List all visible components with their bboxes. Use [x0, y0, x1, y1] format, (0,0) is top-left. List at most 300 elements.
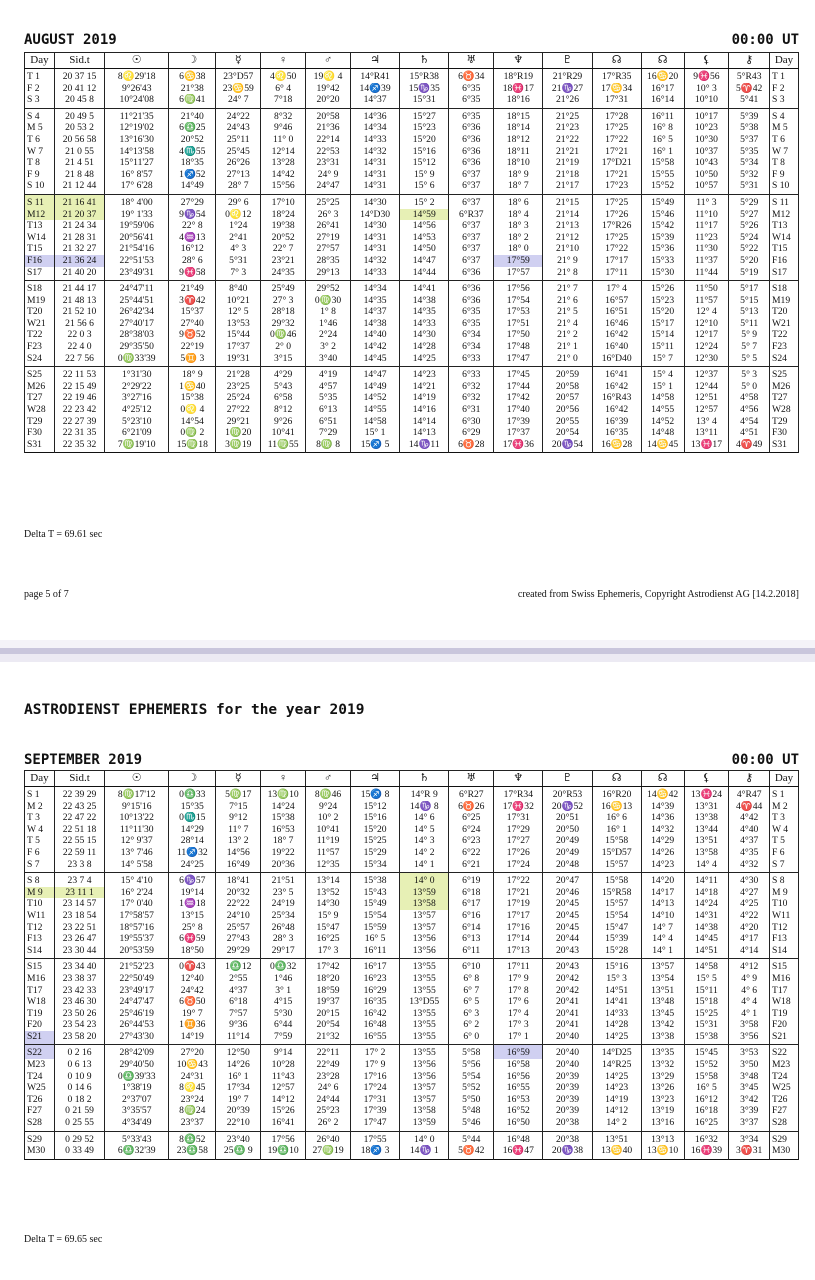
cell-sun: 6°21'09	[105, 427, 169, 439]
cell-day: S29	[25, 1131, 55, 1145]
cell-day-right: T26	[770, 1094, 799, 1106]
cell-mars: 26°40	[306, 1131, 351, 1145]
cell-day-right: W14	[770, 232, 799, 244]
cell-day-right: T12	[770, 922, 799, 934]
cell-pluto: 20°40	[543, 1031, 592, 1045]
cell-true-node: 14°13	[641, 898, 684, 910]
cell-mercury: 29° 6	[216, 194, 261, 208]
cell-chiron: 5°24	[729, 232, 770, 244]
cell-venus: 6° 4	[261, 83, 306, 95]
cell-mars: 28°35	[306, 255, 351, 267]
cell-pluto: 20°39	[543, 1105, 592, 1117]
cell-mercury: 25°24	[216, 392, 261, 404]
cell-neptune: 17° 4	[494, 1008, 543, 1020]
cell-saturn: 13°55	[400, 1045, 449, 1059]
cell-sun: 28°42'09	[105, 1045, 169, 1059]
cell-day: M16	[25, 973, 55, 985]
cell-mercury: 29°21	[216, 416, 261, 428]
week-group	[25, 69, 799, 109]
cell-sun: 26°44'53	[105, 1019, 169, 1031]
cell-mercury: 1°24	[216, 220, 261, 232]
cell-lilith: 11°17	[684, 220, 729, 232]
cell-day: F30	[25, 427, 55, 439]
cell-lilith: 10°57	[684, 180, 729, 194]
cell-mercury: 16° 1	[216, 1071, 261, 1083]
cell-jupiter: 14°30	[351, 220, 400, 232]
cell-true-node: 15°33	[641, 255, 684, 267]
cell-sidereal-time: 21 20 37	[54, 209, 104, 221]
cell-uranus: 5°50	[449, 1094, 494, 1106]
table-row	[25, 367, 799, 381]
cell-true-node: 14°10	[641, 910, 684, 922]
cell-mean-node: 16°R20	[592, 787, 641, 801]
cell-day: T27	[25, 392, 55, 404]
cell-day-right: S 8	[770, 873, 799, 887]
cell-day-right: T24	[770, 1071, 799, 1083]
cell-sidereal-time: 22 43 25	[54, 801, 104, 813]
cell-jupiter: 16°35	[351, 996, 400, 1008]
cell-day-right: M 5	[770, 122, 799, 134]
cell-mean-node: 17° 4	[592, 281, 641, 295]
cell-mercury: 25°45	[216, 146, 261, 158]
cell-moon: 6♑57	[169, 873, 216, 887]
table-row	[25, 122, 799, 134]
cell-uranus: 5°44	[449, 1131, 494, 1145]
cell-jupiter: 17° 9	[351, 1059, 400, 1071]
cell-uranus: 6° 0	[449, 1031, 494, 1045]
cell-mean-node: 16♋28	[592, 439, 641, 453]
cell-sun: 0♍33'39	[105, 353, 169, 367]
cell-venus: 16°53	[261, 824, 306, 836]
cell-lilith: 12°24	[684, 341, 729, 353]
cell-jupiter: 14°37	[351, 306, 400, 318]
column-header-neptune: ♆	[494, 53, 543, 69]
cell-sun: 11°21'35	[105, 108, 169, 122]
cell-true-node: 16° 5	[641, 134, 684, 146]
cell-saturn: 14° 3	[400, 835, 449, 847]
week-group	[25, 873, 799, 959]
cell-true-node: 15° 1	[641, 381, 684, 393]
cell-jupiter: 14°34	[351, 122, 400, 134]
cell-mercury: 28° 7	[216, 180, 261, 194]
cell-lilith: 13°51	[684, 835, 729, 847]
cell-lilith: 10°23	[684, 122, 729, 134]
cell-neptune: 17°40	[494, 404, 543, 416]
cell-chiron: 4°27	[729, 887, 770, 899]
cell-moon: 8♍24	[169, 1105, 216, 1117]
cell-true-node: 14°26	[641, 847, 684, 859]
cell-chiron: 3°58	[729, 1019, 770, 1031]
cell-pluto: 20°59	[543, 367, 592, 381]
cell-jupiter: 16°48	[351, 1019, 400, 1031]
cell-mean-node: 17°21	[592, 169, 641, 181]
cell-lilith: 15°45	[684, 1045, 729, 1059]
cell-moon: 9♉52	[169, 329, 216, 341]
cell-true-node: 15°52	[641, 180, 684, 194]
cell-sidereal-time: 23 34 40	[54, 959, 104, 973]
cell-lilith: 12°57	[684, 404, 729, 416]
cell-mean-node: 17°25	[592, 122, 641, 134]
cell-true-node: 13°23	[641, 1094, 684, 1106]
cell-mercury: 3♍19	[216, 439, 261, 453]
cell-jupiter: 15°16	[351, 812, 400, 824]
cell-moon: 18°50	[169, 945, 216, 959]
cell-chiron: 5°35	[729, 146, 770, 158]
cell-neptune: 17°26	[494, 847, 543, 859]
table-row	[25, 381, 799, 393]
cell-true-node: 14°23	[641, 859, 684, 873]
cell-mean-node: 15°58	[592, 873, 641, 887]
table-row	[25, 353, 799, 367]
cell-day-right: T29	[770, 416, 799, 428]
cell-day-right: W21	[770, 318, 799, 330]
cell-lilith: 10°50	[684, 169, 729, 181]
cell-moon: 13°15	[169, 910, 216, 922]
cell-day: S 1	[25, 787, 55, 801]
cell-saturn: 14°25	[400, 353, 449, 367]
cell-sidereal-time: 22 23 42	[54, 404, 104, 416]
cell-neptune: 18°14	[494, 122, 543, 134]
cell-mean-node: 17°26	[592, 209, 641, 221]
cell-mean-node: 14°23	[592, 1082, 641, 1094]
cell-sun: 9°26'43	[105, 83, 169, 95]
cell-neptune: 17°16	[494, 922, 543, 934]
cell-chiron: 5° 9	[729, 329, 770, 341]
cell-sidereal-time: 21 24 34	[54, 220, 104, 232]
cell-pluto: 21° 4	[543, 318, 592, 330]
cell-chiron: 5°39	[729, 108, 770, 122]
cell-lilith: 15°11	[684, 985, 729, 997]
cell-mean-node: 16°42	[592, 329, 641, 341]
cell-uranus: 6°22	[449, 847, 494, 859]
cell-jupiter: 16°42	[351, 1008, 400, 1020]
cell-mars: 23°31	[306, 157, 351, 169]
cell-lilith: 12°51	[684, 392, 729, 404]
cell-sun: 11°11'30	[105, 824, 169, 836]
cell-pluto: 20♑54	[543, 439, 592, 453]
cell-day-right: S28	[770, 1117, 799, 1131]
cell-sun: 9°15'16	[105, 801, 169, 813]
cell-true-node: 14♋45	[641, 439, 684, 453]
cell-venus: 2° 0	[261, 341, 306, 353]
cell-sidereal-time: 21 32 27	[54, 243, 104, 255]
cell-jupiter: 17°39	[351, 1105, 400, 1117]
table-row	[25, 1145, 799, 1159]
cell-uranus: 6°32	[449, 392, 494, 404]
table-row	[25, 243, 799, 255]
cell-venus: 10°28	[261, 1059, 306, 1071]
cell-chiron: 4°17	[729, 933, 770, 945]
cell-day: T12	[25, 922, 55, 934]
cell-sun: 27°43'30	[105, 1031, 169, 1045]
cell-day: W11	[25, 910, 55, 922]
column-header-true-node: ☊	[641, 53, 684, 69]
cell-mean-node: 14°51	[592, 985, 641, 997]
cell-uranus: 6♉26	[449, 801, 494, 813]
cell-day-right: W 4	[770, 824, 799, 836]
cell-day-right: S 11	[770, 194, 799, 208]
cell-jupiter: 17°24	[351, 1082, 400, 1094]
table-row	[25, 255, 799, 267]
cell-day: W14	[25, 232, 55, 244]
table-row	[25, 1094, 799, 1106]
cell-day: W25	[25, 1082, 55, 1094]
cell-venus: 15°26	[261, 1105, 306, 1117]
cell-venus: 13°28	[261, 157, 306, 169]
cell-lilith: 12°17	[684, 329, 729, 341]
cell-day-right: T20	[770, 306, 799, 318]
cell-sidereal-time: 21 0 55	[54, 146, 104, 158]
table-row	[25, 295, 799, 307]
cell-day: T 8	[25, 157, 55, 169]
cell-venus: 17°56	[261, 1131, 306, 1145]
cell-mercury: 24°22	[216, 108, 261, 122]
cell-neptune: 17° 9	[494, 973, 543, 985]
cell-chiron: 3°42	[729, 1094, 770, 1106]
cell-uranus: 6°16	[449, 910, 494, 922]
cell-sun: 13° 7'46	[105, 847, 169, 859]
cell-true-node: 14♋42	[641, 787, 684, 801]
cell-mean-node: 17°R35	[592, 69, 641, 83]
cell-mercury: 15°44	[216, 329, 261, 341]
cell-saturn: 13°56	[400, 933, 449, 945]
cell-day: T 3	[25, 812, 55, 824]
column-header-chiron: ⚷	[729, 53, 770, 69]
cell-mean-node: 15°57	[592, 859, 641, 873]
cell-day-right: T15	[770, 243, 799, 255]
cell-lilith: 11°10	[684, 209, 729, 221]
cell-moon: 24°25	[169, 859, 216, 873]
cell-chiron: 4°30	[729, 873, 770, 887]
cell-day-right: S22	[770, 1045, 799, 1059]
cell-mean-node: 16°39	[592, 416, 641, 428]
cell-saturn: 14°R 9	[400, 787, 449, 801]
cell-sidereal-time: 20 37 15	[54, 69, 104, 83]
cell-chiron: 5°38	[729, 122, 770, 134]
cell-sidereal-time: 23 38 37	[54, 973, 104, 985]
cell-jupiter: 15°34	[351, 859, 400, 873]
cell-chiron: 4° 6	[729, 985, 770, 997]
cell-sun: 21°54'16	[105, 243, 169, 255]
cell-sun: 15°11'27	[105, 157, 169, 169]
cell-neptune: 18°R19	[494, 69, 543, 83]
cell-chiron: 4°56	[729, 404, 770, 416]
cell-sidereal-time: 23 50 26	[54, 1008, 104, 1020]
cell-sun: 3°27'16	[105, 392, 169, 404]
cell-sidereal-time: 23 22 51	[54, 922, 104, 934]
cell-neptune: 16°53	[494, 1094, 543, 1106]
cell-uranus: 6°37	[449, 220, 494, 232]
cell-saturn: 13°D55	[400, 996, 449, 1008]
cell-neptune: 16°48	[494, 1131, 543, 1145]
cell-sidereal-time: 22 11 53	[54, 367, 104, 381]
cell-mean-node: 16°51	[592, 306, 641, 318]
cell-moon: 24°31	[169, 1071, 216, 1083]
cell-saturn: 14°44	[400, 267, 449, 281]
week-group	[25, 787, 799, 873]
cell-sidereal-time: 23 30 44	[54, 945, 104, 959]
cell-day: T 5	[25, 835, 55, 847]
cell-day: M19	[25, 295, 55, 307]
cell-venus: 4°15	[261, 996, 306, 1008]
month-header-august	[24, 32, 799, 48]
cell-sidereal-time: 0 25 55	[54, 1117, 104, 1131]
cell-mars: 20°20	[306, 94, 351, 108]
cell-mean-node: 16°42	[592, 381, 641, 393]
cell-pluto: 21°19	[543, 157, 592, 169]
cell-day-right: F 9	[770, 169, 799, 181]
cell-day-right: S 4	[770, 108, 799, 122]
cell-lilith: 13°58	[684, 847, 729, 859]
cell-sidereal-time: 21 4 51	[54, 157, 104, 169]
column-header-sidereal-time: Sid.t	[54, 771, 104, 787]
cell-uranus: 6°14	[449, 922, 494, 934]
cell-venus: 19°38	[261, 220, 306, 232]
cell-sun: 27°40'17	[105, 318, 169, 330]
cell-day-right: F16	[770, 255, 799, 267]
cell-sidereal-time: 23 7 4	[54, 873, 104, 887]
cell-true-node: 14°20	[641, 873, 684, 887]
cell-true-node: 15°58	[641, 157, 684, 169]
cell-true-node: 15°39	[641, 232, 684, 244]
cell-saturn: 13°55	[400, 985, 449, 997]
cell-uranus: 6°36	[449, 134, 494, 146]
cell-mercury: 27°13	[216, 169, 261, 181]
cell-day: T13	[25, 220, 55, 232]
cell-day: T20	[25, 306, 55, 318]
cell-mean-node: 17♋34	[592, 83, 641, 95]
cell-day-right: T17	[770, 985, 799, 997]
cell-jupiter: 17°47	[351, 1117, 400, 1131]
cell-uranus: 6°37	[449, 243, 494, 255]
cell-true-node: 15° 4	[641, 367, 684, 381]
cell-venus: 8°32	[261, 108, 306, 122]
cell-sidereal-time: 22 15 49	[54, 381, 104, 393]
cell-mars: 16°25	[306, 933, 351, 945]
cell-venus: 3° 1	[261, 985, 306, 997]
cell-uranus: 6♉34	[449, 69, 494, 83]
cell-venus: 5°30	[261, 1008, 306, 1020]
cell-mars: 20°58	[306, 108, 351, 122]
cell-day: T26	[25, 1094, 55, 1106]
cell-true-node: 13°54	[641, 973, 684, 985]
cell-day: T24	[25, 1071, 55, 1083]
cell-saturn: 13°58	[400, 1105, 449, 1117]
cell-mean-node: 17°D21	[592, 157, 641, 169]
cell-pluto: 21♑27	[543, 83, 592, 95]
cell-day-right: S14	[770, 945, 799, 959]
cell-venus: 14°12	[261, 1094, 306, 1106]
cell-sidereal-time: 20 56 58	[54, 134, 104, 146]
cell-sidereal-time: 21 56 6	[54, 318, 104, 330]
cell-day: F 2	[25, 83, 55, 95]
cell-pluto: 20°41	[543, 996, 592, 1008]
cell-chiron: 5° 5	[729, 353, 770, 367]
cell-mars: 9°24	[306, 801, 351, 813]
cell-saturn: 13°59	[400, 887, 449, 899]
cell-sidereal-time: 22 35 32	[54, 439, 104, 453]
cell-moon: 25° 8	[169, 922, 216, 934]
cell-day: T29	[25, 416, 55, 428]
cell-moon: 14°49	[169, 180, 216, 194]
cell-mercury: 24° 7	[216, 94, 261, 108]
cell-venus: 4♌50	[261, 69, 306, 83]
cell-day-right: T 6	[770, 134, 799, 146]
table-row	[25, 1131, 799, 1145]
cell-venus: 23° 5	[261, 887, 306, 899]
cell-pluto: 20°57	[543, 392, 592, 404]
cell-true-node: 13°48	[641, 996, 684, 1008]
cell-mercury: 23♋59	[216, 83, 261, 95]
cell-mean-node: 16°40	[592, 341, 641, 353]
ephemeris-year-title: ASTRODIENST EPHEMERIS for the year 2019	[24, 702, 365, 718]
cell-moon: 21°49	[169, 281, 216, 295]
cell-mars: 27°19	[306, 232, 351, 244]
cell-lilith: 16°12	[684, 1094, 729, 1106]
cell-true-node: 16° 1	[641, 146, 684, 158]
cell-mars: 6°13	[306, 404, 351, 416]
cell-uranus: 6°33	[449, 353, 494, 367]
cell-sidereal-time: 22 39 29	[54, 787, 104, 801]
cell-jupiter: 17°31	[351, 1094, 400, 1106]
cell-moon: 1♊36	[169, 1019, 216, 1031]
column-header-mercury: ☿	[216, 53, 261, 69]
cell-jupiter: 14♐39	[351, 83, 400, 95]
cell-true-node: 14°55	[641, 404, 684, 416]
cell-neptune: 16♓47	[494, 1145, 543, 1159]
cell-pluto: 21°13	[543, 220, 592, 232]
cell-day-right: S25	[770, 367, 799, 381]
cell-mean-node: 13°51	[592, 1131, 641, 1145]
cell-sidereal-time: 21 52 10	[54, 306, 104, 318]
cell-jupiter: 16° 5	[351, 933, 400, 945]
cell-uranus: 6°29	[449, 427, 494, 439]
cell-uranus: 6°11	[449, 945, 494, 959]
cell-pluto: 21° 6	[543, 295, 592, 307]
cell-sun: 18° 4'00	[105, 194, 169, 208]
cell-neptune: 17°47	[494, 353, 543, 367]
cell-day-right: M26	[770, 381, 799, 393]
table-row	[25, 220, 799, 232]
cell-chiron: 4°14	[729, 945, 770, 959]
cell-mercury: 13°53	[216, 318, 261, 330]
cell-saturn: 14° 1	[400, 859, 449, 873]
cell-uranus: 6°34	[449, 329, 494, 341]
cell-day-right: F27	[770, 1105, 799, 1117]
cell-mean-node: 14°33	[592, 1008, 641, 1020]
cell-uranus: 6°30	[449, 416, 494, 428]
cell-neptune: 17°29	[494, 824, 543, 836]
cell-day: S31	[25, 439, 55, 453]
cell-sun: 5°23'10	[105, 416, 169, 428]
table-row	[25, 439, 799, 453]
cell-saturn: 14°13	[400, 427, 449, 439]
header-row	[25, 771, 799, 787]
table-row	[25, 887, 799, 899]
cell-day-right: S 10	[770, 180, 799, 194]
cell-sidereal-time: 21 16 41	[54, 194, 104, 208]
cell-mercury: 21°28	[216, 367, 261, 381]
cell-pluto: 21°26	[543, 94, 592, 108]
cell-neptune: 18° 7	[494, 180, 543, 194]
cell-moon: 4♒13	[169, 232, 216, 244]
cell-sun: 6♎32'39	[105, 1145, 169, 1159]
cell-chiron: 4° 9	[729, 973, 770, 985]
cell-venus: 18° 7	[261, 835, 306, 847]
cell-pluto: 21° 1	[543, 341, 592, 353]
cell-uranus: 6°R27	[449, 787, 494, 801]
cell-sidereal-time: 21 36 24	[54, 255, 104, 267]
